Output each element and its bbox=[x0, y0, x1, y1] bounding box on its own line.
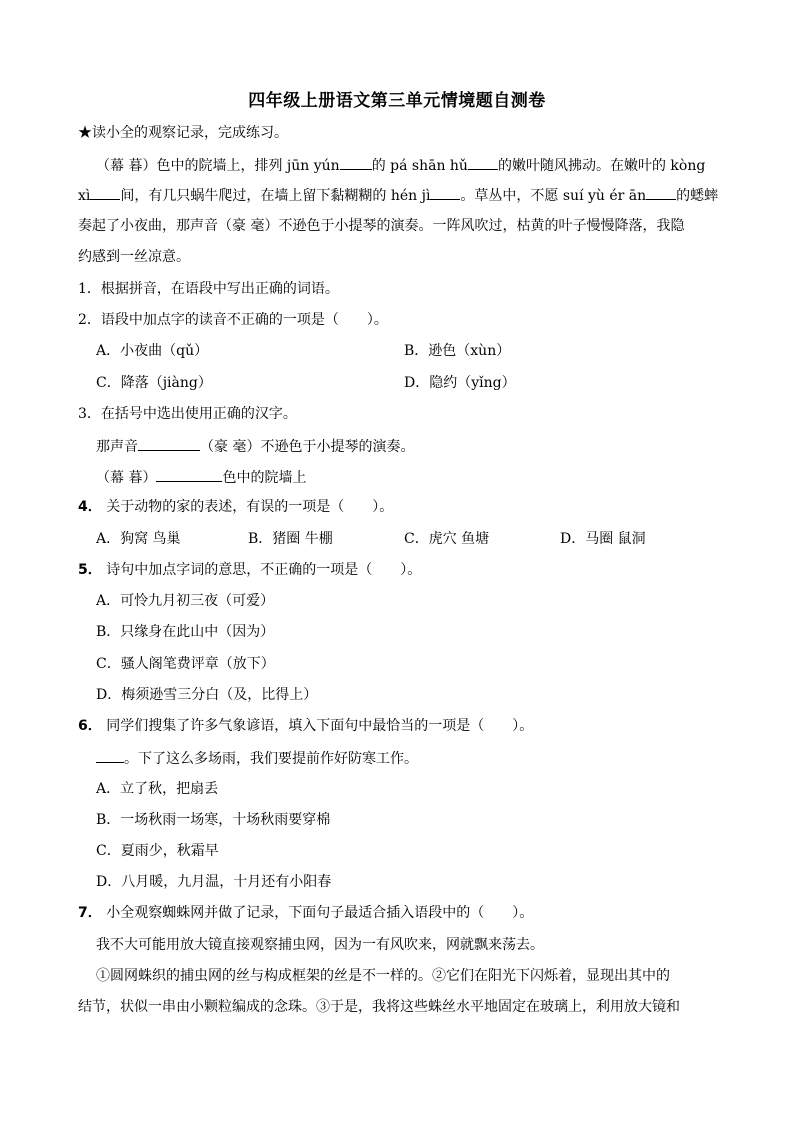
blank[interactable] bbox=[138, 435, 200, 451]
question-5-stem: 5． 诗句中加点字词的意思，不正确的一项是（ ）。 bbox=[78, 562, 422, 578]
q5-option-d[interactable]: D．梅须逊雪三分白（及，比得上） bbox=[96, 687, 318, 703]
q5-option-a[interactable]: A．可怜九月初三夜（可爱） bbox=[96, 593, 275, 609]
q5-option-b[interactable]: B．只缘身在此山中（因为） bbox=[96, 624, 275, 640]
q7-passage-line-2: 结节，状似一串由小颗粒编成的念珠。③于是，我将这些蛛丝水平地固定在玻璃上，利用放大镜和 bbox=[78, 999, 680, 1015]
q2-option-c[interactable]: C．降落（jiàng） bbox=[96, 375, 212, 391]
passage-line-1: （幕 暮）色中的院墙上，排列 jūn yún 的 pá shān hǔ 的嫩叶随风拂动。在嫩叶的 kòng bbox=[96, 154, 705, 176]
passage-line-2: xì 间，有几只蜗牛爬过，在墙上留下黏糊糊的 hén jì 。草丛中，不愿 suí yù ér ān 的蟋蟀 bbox=[78, 184, 718, 206]
q2-option-d[interactable]: D．隐约（yǐng） bbox=[404, 375, 516, 391]
q2-option-a[interactable]: A．小夜曲（qǔ） bbox=[96, 343, 209, 359]
q3-sentence-2: （幕 暮） 色中的院墙上 bbox=[96, 466, 306, 488]
passage-line-3: 奏起了小夜曲，那声音（豪 毫）不逊色于小提琴的演奏。一阵风吹过，枯黄的叶子慢慢降落，我隐 bbox=[78, 218, 685, 234]
q2-option-b[interactable]: B．逊色（xùn） bbox=[404, 343, 511, 359]
passage-line-4: 约感到一丝凉意。 bbox=[78, 249, 190, 265]
blank[interactable] bbox=[430, 184, 460, 200]
question-7-stem: 7． 小全观察蜘蛛网并做了记录，下面句子最适合插入语段中的（ ）。 bbox=[78, 905, 534, 921]
question-1: 1．根据拼音，在语段中写出正确的词语。 bbox=[78, 281, 339, 297]
q6-sentence: 。下了这么多场雨，我们要提前作好防寒工作。 bbox=[96, 747, 418, 769]
blank[interactable] bbox=[90, 184, 120, 200]
question-2-stem: 2．语段中加点字的读音不正确的一项是（ ）。 bbox=[78, 312, 388, 328]
blank[interactable] bbox=[340, 154, 372, 170]
blank[interactable] bbox=[96, 747, 124, 763]
q4-option-b[interactable]: B．猪圈 牛棚 bbox=[248, 531, 333, 547]
q6-option-a[interactable]: A．立了秋，把扇丢 bbox=[96, 781, 219, 797]
q4-option-d[interactable]: D．马圈 鼠洞 bbox=[560, 531, 646, 547]
question-6-stem: 6． 同学们搜集了许多气象谚语，填入下面句中最恰当的一项是（ ）。 bbox=[78, 718, 534, 734]
question-4-stem: 4． 关于动物的家的表述，有误的一项是（ ）。 bbox=[78, 499, 394, 515]
question-3-stem: 3．在括号中选出使用正确的汉字。 bbox=[78, 406, 297, 422]
q7-insert-sentence: 我不大可能用放大镜直接观察捕虫网，因为一有风吹来，网就飘来荡去。 bbox=[96, 937, 544, 953]
intro-instruction: ★读小全的观察记录，完成练习。 bbox=[78, 125, 288, 141]
q6-option-c[interactable]: C．夏雨少，秋霜早 bbox=[96, 843, 219, 859]
q7-passage-line-1: ①圆网蛛织的捕虫网的丝与构成框架的丝是不一样的。②它们在阳光下闪烁着，显现出其中的 bbox=[96, 968, 670, 984]
q6-option-d[interactable]: D．八月暖，九月温，十月还有小阳春 bbox=[96, 874, 332, 890]
q5-option-c[interactable]: C．骚人阁笔费评章（放下） bbox=[96, 656, 275, 672]
blank[interactable] bbox=[156, 466, 222, 482]
q6-option-b[interactable]: B．一场秋雨一场寒，十场秋雨要穿棉 bbox=[96, 812, 331, 828]
q3-sentence-1: 那声音 （豪 毫）不逊色于小提琴的演奏。 bbox=[96, 435, 414, 457]
page-title: 四年级上册语文第三单元情境题自测卷 bbox=[248, 91, 546, 111]
blank[interactable] bbox=[646, 184, 676, 200]
blank[interactable] bbox=[468, 154, 498, 170]
q4-option-c[interactable]: C．虎穴 鱼塘 bbox=[404, 531, 490, 547]
q4-option-a[interactable]: A．狗窝 鸟巢 bbox=[96, 531, 181, 547]
